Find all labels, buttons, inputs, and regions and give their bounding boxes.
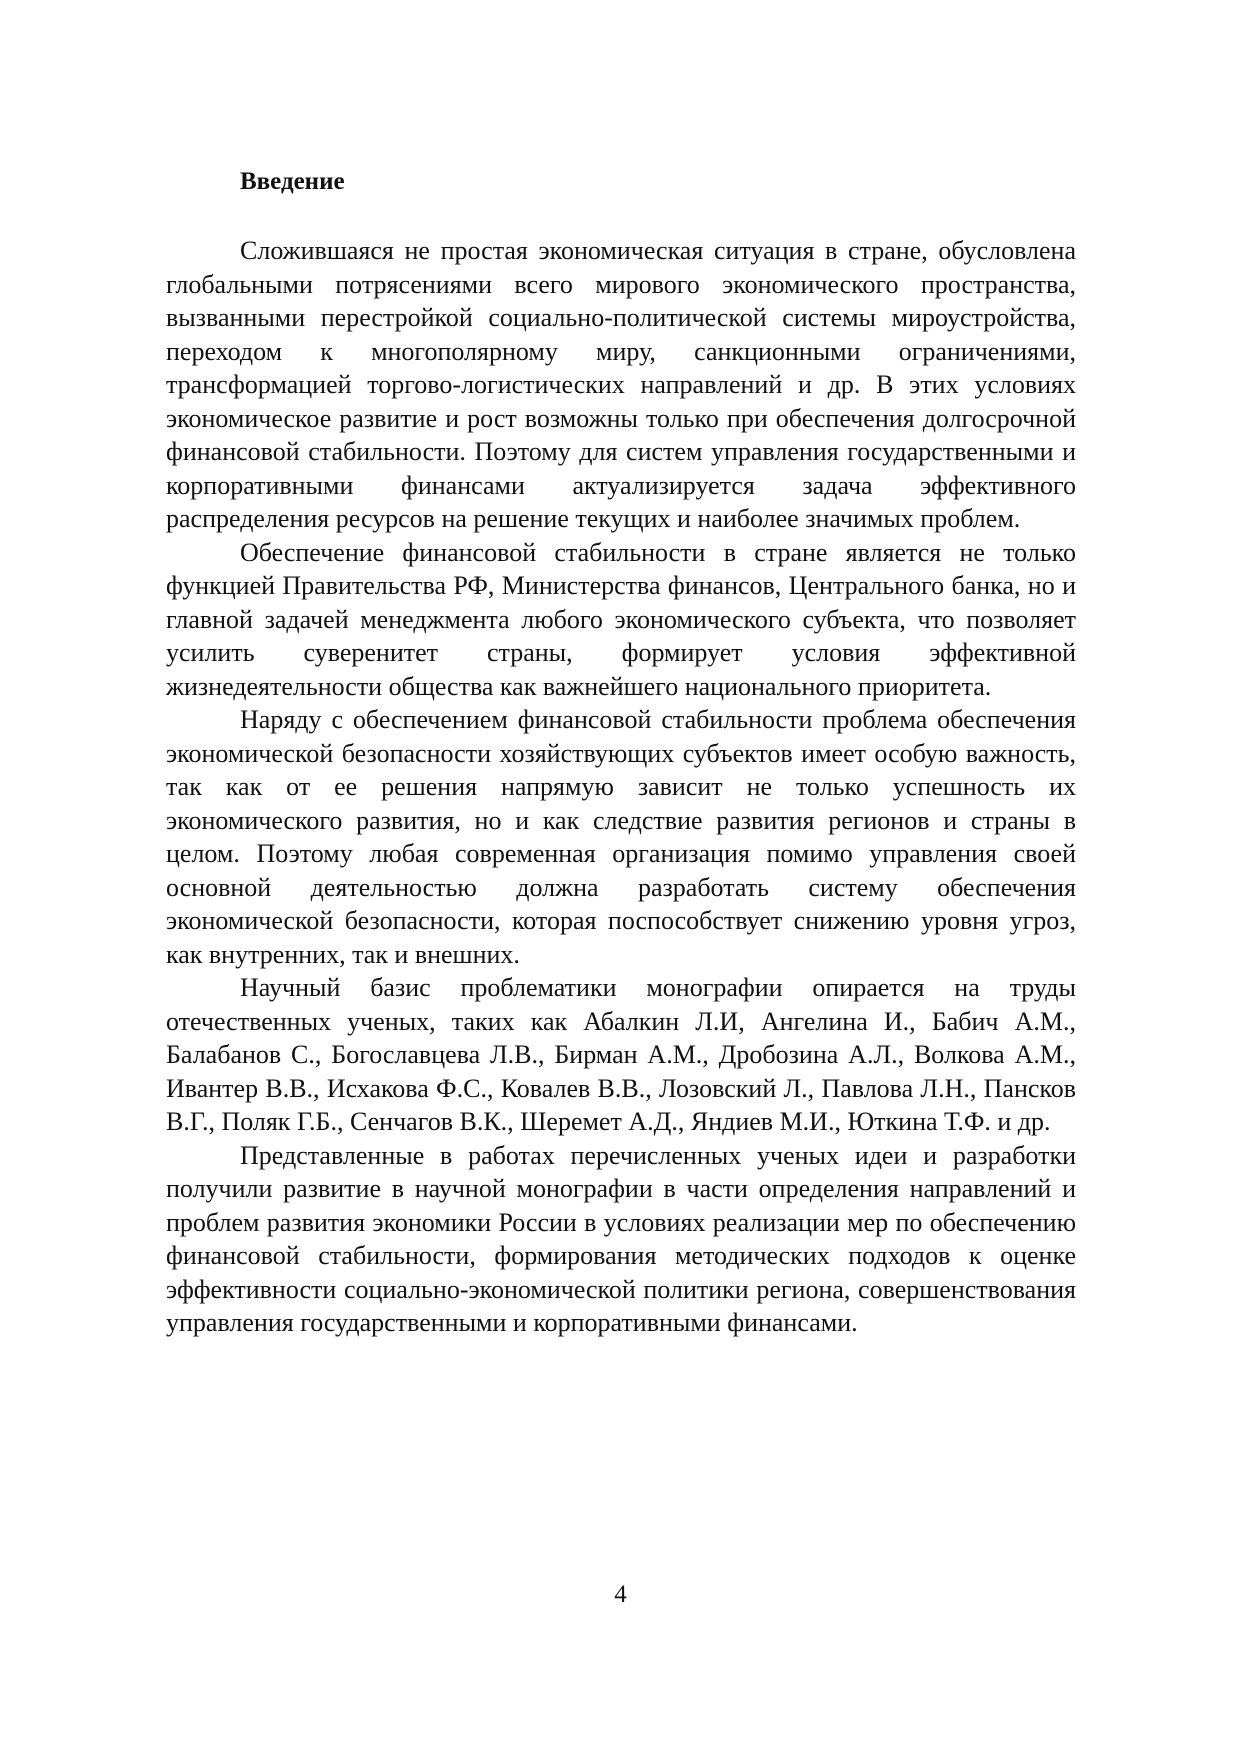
paragraph: Наряду с обеспечением финансовой стабильности проблема обеспечения экономической безопасности хозяйствующих субъектов имеет особую важность, так как от ее решения напрямую зависит не только успешность их экономического развития, но и как следствие развития регионов и страны в целом. Поэтому любая современная организация помимо управления своей основной деятельностью должна разработать систему обеспечения экономической безопасности, которая поспособствует снижению уровня угроз, как внутренних, так и внешних. [166, 705, 1076, 969]
page-number: 4 [614, 1581, 627, 1608]
paragraph: Представленные в работах перечисленных ученых идеи и разработки получили развитие в научной монографии в части определения направлений и проблем развития экономики России в условиях реализации мер по обеспечению финансовой стабильности, формирования методических подходов к оценке эффективности социально-экономической политики региона, совершенствования управления государственными и корпоративными финансами. [166, 1140, 1076, 1337]
body-text [166, 234, 1076, 1340]
paragraph: Обеспечение финансовой стабильности в стране является не только функцией Правительства РФ, Министерства финансов, Центрального банка, но и главной задачей менеджмента любого экономического субъекта, что позволяет усилить суверенитет страны, формирует условия эффективной жизнедеятельности общества как важнейшего национального приоритета. [166, 537, 1076, 701]
paragraph: Сложившаяся не простая экономическая ситуация в стране, обусловлена глобальными потрясениями всего мирового экономического пространства, вызванными перестройкой социально-политической системы мироустройства, переходом к многополярному миру, санкционными ограничениями, трансформацией торгово-логистических направлений и др. В этих условиях экономическое развитие и рост возможны только при обеспечения долгосрочной финансовой стабильности. Поэтому для систем управления государственными и корпоративными финансами актуализируется задача эффективного распределения ресурсов на решение текущих и наиболее значимых проблем. [166, 236, 1076, 533]
paragraph: Научный базис проблематики монографии опирается на труды отечественных ученых, таких как Абалкин Л.И, Ангелина И., Бабич А.М., Балабанов С., Богославцева Л.В., Бирман А.М., Дробозина А.Л., Волкова А.М., Ивантер В.В., Исхакова Ф.С., Ковалев В.В., Лозовский Л., Павлова Л.Н., Пансков В.Г., Поляк Г.Б., Сенчагов В.К., Шеремет А.Д., Яндиев М.И., Юткина Т.Ф. и др. [166, 973, 1076, 1136]
section-heading: Введение [240, 168, 345, 195]
